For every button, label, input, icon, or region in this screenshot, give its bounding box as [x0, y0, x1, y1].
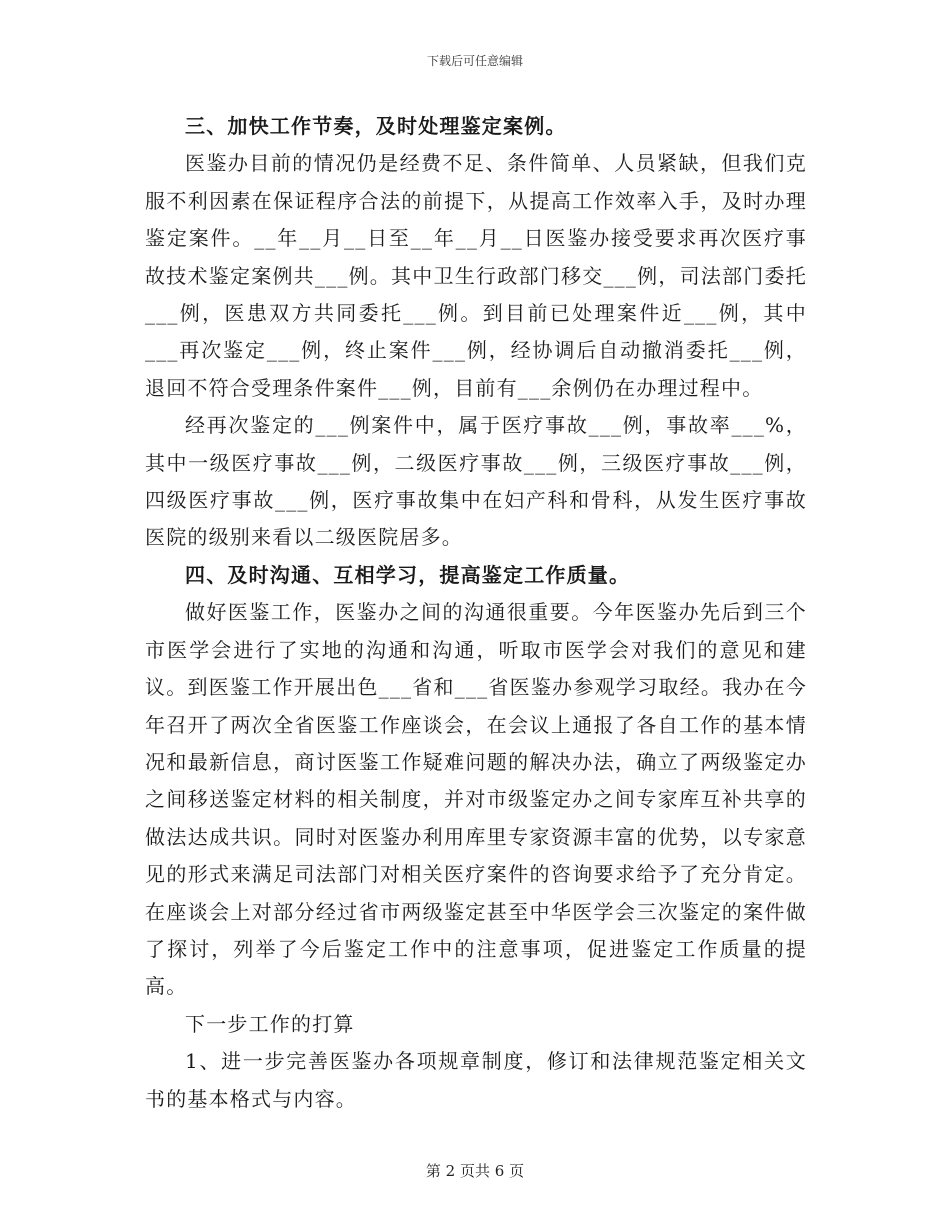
next-steps-heading: 下一步工作的打算 [185, 1011, 355, 1036]
page-footer: 第 2 页共 6 页 [425, 1162, 525, 1180]
document-body [145, 108, 807, 1118]
next-steps-item-1: 1、进一步完善医鉴办各项规章制度，修订和法律规范鉴定相关文书的基本格式与内容。 [145, 1049, 807, 1111]
section-3-heading: 三、加快工作节奏，及时处理鉴定案例。 [185, 114, 567, 138]
section-4-heading: 四、及时沟通、互相学习，提高鉴定工作质量。 [185, 562, 631, 587]
page-header: 下载后可任意编辑 [426, 54, 523, 68]
section-3-paragraph-1: 医鉴办目前的情况仍是经费不足、条件简单、人员紧缺，但我们克服不利因素在保证程序合法的前提下，从提高工作效率入手，及时办理鉴定案件。__年__月__日至__年__月__日医鉴办接受要求再次医疗事故技术鉴定案例共___例。其中卫生行政部门移交___例，司法部门委托___例，医患双方共同委托___例。到目前已处理案件近___例，其中___再次鉴定___例，终止案件___例，经协调后自动撤消委托___例，退回不符合受理条件案件___例，目前有___余例仍在办理过程中。 [145, 151, 807, 400]
section-4-paragraph-1: 做好医鉴工作，医鉴办之间的沟通很重要。今年医鉴办先后到三个市医学会进行了实地的沟通和沟通，听取市医学会对我们的意见和建议。到医鉴工作开展出色___省和___省医鉴办参观学习取经。我办在今年召开了两次全省医鉴工作座谈会，在会议上通报了各自工作的基本情况和最新信息，商讨医鉴工作疑难问题的解决办法，确立了两级鉴定办之间移送鉴定材料的相关制度，并对市级鉴定办之间专家库互补共享的做法达成共识。同时对医鉴办利用库里专家资源丰富的优势，以专家意见的形式来满足司法部门对相关医疗案件的咨询要求给予了充分肯定。在座谈会上对部分经过省市两级鉴定甚至中华医学会三次鉴定的案件做了探讨，列举了今后鉴定工作中的注意事项，促进鉴定工作质量的提高。 [145, 600, 807, 999]
section-3-paragraph-2: 经再次鉴定的___例案件中，属于医疗事故___例，事故率___%，其中一级医疗事故___例，二级医疗事故___例，三级医疗事故___例，四级医疗事故___例，医疗事故集中在妇产科和骨科，从发生医疗事故医院的级别来看以二级医院居多。 [145, 413, 807, 550]
